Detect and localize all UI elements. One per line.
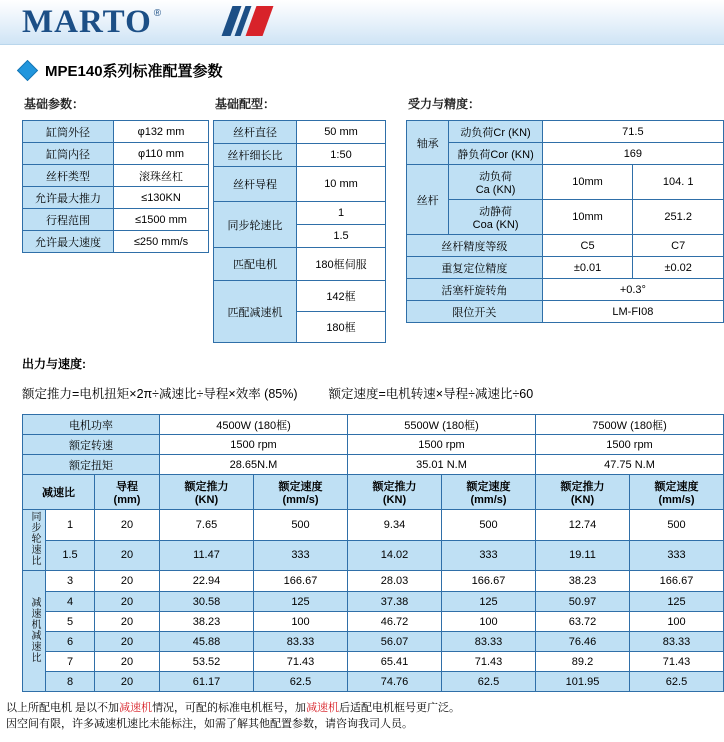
table-row (23, 632, 724, 652)
cell-value: 125 (442, 592, 536, 612)
footnote-text-c: 后适配电机框号更广泛。 (339, 702, 461, 714)
table-row (23, 209, 209, 231)
motor-power-1: 4500W (180框) (160, 415, 348, 435)
row-value: 169 (542, 143, 723, 165)
cell-value: 38.23 (536, 571, 630, 592)
output-section-title: 出力与速度: (22, 357, 86, 371)
cell-lead: 20 (95, 510, 160, 541)
table-row (214, 121, 386, 144)
cell-value: 333 (630, 540, 724, 571)
cell-value: 125 (254, 592, 348, 612)
formula-speed: 额定速度=电机转速×导程÷减速比÷60 (328, 387, 534, 401)
row-label-line1: 动负荷 (479, 171, 513, 183)
row-label-torque: 额定扭矩 (23, 455, 160, 475)
cell-value: 9.34 (348, 510, 442, 541)
row-label (449, 165, 542, 200)
col-header-thrust-1: 额定推力 (KN) (160, 475, 254, 510)
cell-value: 62.5 (254, 672, 348, 692)
brand-logo (22, 2, 161, 42)
cell-ratio: 5 (46, 612, 95, 632)
table-row (23, 435, 724, 455)
row-label: 允许最大速度 (23, 231, 114, 253)
cell-value: 100 (630, 612, 724, 632)
row-value: ±0.01 (542, 257, 633, 279)
row-value: 1:50 (297, 144, 386, 167)
table-row (23, 165, 209, 187)
motor-power-2: 5500W (180框) (348, 415, 536, 435)
table-row (23, 571, 724, 592)
table-row (407, 301, 724, 323)
motor-speed-2: 1500 rpm (348, 435, 536, 455)
logo-stripes-icon (227, 6, 283, 36)
row-value: 104. 1 (633, 165, 724, 200)
cell-ratio: 4 (46, 592, 95, 612)
col-header-thrust-2: 额定推力 (KN) (348, 475, 442, 510)
row-value: φ110 mm (114, 143, 209, 165)
cell-value: 61.17 (160, 672, 254, 692)
col-header-speed-2: 额定速度 (mm/s) (442, 475, 536, 510)
motor-speed-3: 1500 rpm (536, 435, 724, 455)
table-row (23, 612, 724, 632)
cell-value: 166.67 (630, 571, 724, 592)
cell-value: 14.02 (348, 540, 442, 571)
formula-row (22, 384, 724, 402)
motor-speed-1: 1500 rpm (160, 435, 348, 455)
row-value: ≤130KN (114, 187, 209, 209)
page-title-text: MPE140系列标准配置参数 (45, 63, 223, 80)
cell-value: 30.58 (160, 592, 254, 612)
footnote (6, 700, 724, 732)
row-value: ≤1500 mm (114, 209, 209, 231)
output-table-wrap (22, 414, 724, 692)
table-row (23, 121, 209, 143)
row-label: 活塞杆旋转角 (407, 279, 543, 301)
load-precision-block (406, 95, 724, 323)
group-label-gearbox-ratio: 减速机减速比 (23, 571, 46, 692)
cell-value: 83.33 (630, 632, 724, 652)
table-row (23, 415, 724, 435)
col-header-thrust-3: 额定推力 (KN) (536, 475, 630, 510)
row-label: 允许最大推力 (23, 187, 114, 209)
table-row (407, 235, 724, 257)
cell-value: 74.76 (348, 672, 442, 692)
row-value: +0.3° (542, 279, 723, 301)
cell-lead: 20 (95, 632, 160, 652)
table-row (407, 200, 724, 235)
table-row (407, 279, 724, 301)
row-value: 10mm (542, 165, 633, 200)
row-label-line1: 动静荷 (479, 206, 513, 218)
spec-area (0, 95, 724, 345)
row-value: LM-FI08 (542, 301, 723, 323)
col-header-ratio: 减速比 (23, 475, 95, 510)
col-header-lead: 导程 (mm) (95, 475, 160, 510)
table-row (23, 592, 724, 612)
row-label-line2: Ca (KN) (475, 184, 516, 196)
basic-config-table (213, 120, 386, 343)
row-value: 1 (297, 202, 386, 225)
row-value: ±0.02 (633, 257, 724, 279)
row-label: 丝杆类型 (23, 165, 114, 187)
row-value: 71.5 (542, 121, 723, 143)
row-value: 251.2 (633, 200, 724, 235)
row-label: 丝杆直径 (214, 121, 297, 144)
cell-lead: 20 (95, 592, 160, 612)
row-value: 50 mm (297, 121, 386, 144)
cell-value: 63.72 (536, 612, 630, 632)
row-label: 静负荷Cor (KN) (449, 143, 542, 165)
cell-value: 53.52 (160, 652, 254, 672)
table-row (23, 187, 209, 209)
row-value: ≤250 mm/s (114, 231, 209, 253)
row-label: 同步轮速比 (214, 202, 297, 248)
cell-value: 333 (254, 540, 348, 571)
registered-mark: ® (153, 8, 162, 19)
cell-value: 56.07 (348, 632, 442, 652)
logo-text: MARTO (22, 4, 152, 40)
row-label-line2: Coa (KN) (472, 219, 519, 231)
row-label: 行程范围 (23, 209, 114, 231)
basic-params-table (22, 120, 209, 253)
cell-ratio: 6 (46, 632, 95, 652)
page-header (0, 0, 724, 45)
row-label: 重复定位精度 (407, 257, 543, 279)
table-row (214, 167, 386, 202)
cell-value: 12.74 (536, 510, 630, 541)
output-speed-table (22, 414, 724, 692)
cell-value: 22.94 (160, 571, 254, 592)
cell-ratio: 1 (46, 510, 95, 541)
cell-value: 100 (442, 612, 536, 632)
motor-power-3: 7500W (180框) (536, 415, 724, 435)
cell-value: 101.95 (536, 672, 630, 692)
cell-value: 83.33 (442, 632, 536, 652)
table-row (23, 510, 724, 541)
row-value: 滚珠丝杠 (114, 165, 209, 187)
row-value: 1.5 (297, 225, 386, 248)
footnote-text-a: 以上所配电机 是以不加 (6, 702, 120, 714)
table-row (23, 652, 724, 672)
cell-value: 19.11 (536, 540, 630, 571)
cell-value: 333 (442, 540, 536, 571)
cell-value: 28.03 (348, 571, 442, 592)
table-row (407, 143, 724, 165)
row-value: 142框 (297, 281, 386, 312)
col-header-speed-1: 额定速度 (mm/s) (254, 475, 348, 510)
row-label: 丝杆精度等级 (407, 235, 543, 257)
table-row (23, 143, 209, 165)
cell-value: 46.72 (348, 612, 442, 632)
cell-lead: 20 (95, 672, 160, 692)
row-group-label: 轴承 (407, 121, 449, 165)
cell-lead: 20 (95, 652, 160, 672)
cell-value: 7.65 (160, 510, 254, 541)
row-label-power: 电机功率 (23, 415, 160, 435)
table-row (214, 281, 386, 312)
table-row (23, 475, 724, 510)
page-title (20, 60, 724, 81)
cell-value: 37.38 (348, 592, 442, 612)
row-label: 匹配电机 (214, 248, 297, 281)
footnote-text-b: 情况，可配的标准电机框号，加 (152, 702, 307, 714)
cell-ratio: 7 (46, 652, 95, 672)
basic-params-block (22, 95, 209, 253)
cell-lead: 20 (95, 612, 160, 632)
row-label (449, 200, 542, 235)
cell-ratio: 1.5 (46, 540, 95, 571)
cell-value: 89.2 (536, 652, 630, 672)
cell-value: 100 (254, 612, 348, 632)
load-precision-table (406, 120, 724, 323)
table-row (407, 257, 724, 279)
table-row (214, 202, 386, 225)
table-row (23, 231, 209, 253)
table-row (23, 455, 724, 475)
table-row (407, 165, 724, 200)
cell-value: 62.5 (442, 672, 536, 692)
motor-torque-1: 28.65N.M (160, 455, 348, 475)
basic-config-label: 基础配型： (215, 97, 276, 111)
row-value: φ132 mm (114, 121, 209, 143)
load-precision-label: 受力与精度： (408, 97, 481, 111)
row-value: C5 (542, 235, 633, 257)
row-label: 限位开关 (407, 301, 543, 323)
table-row (214, 144, 386, 167)
cell-value: 76.46 (536, 632, 630, 652)
table-row (214, 248, 386, 281)
motor-torque-2: 35.01 N.M (348, 455, 536, 475)
row-label: 匹配减速机 (214, 281, 297, 343)
cell-value: 65.41 (348, 652, 442, 672)
footnote-line-1 (6, 700, 724, 716)
cell-value: 500 (254, 510, 348, 541)
cell-value: 71.43 (630, 652, 724, 672)
basic-params-label: 基础参数： (24, 97, 85, 111)
row-label: 动负荷Cr (KN) (449, 121, 542, 143)
row-value: 180框伺服 (297, 248, 386, 281)
cell-ratio: 8 (46, 672, 95, 692)
cell-value: 11.47 (160, 540, 254, 571)
row-value: 10 mm (297, 167, 386, 202)
cell-value: 71.43 (254, 652, 348, 672)
row-label: 丝杆导程 (214, 167, 297, 202)
cell-value: 125 (630, 592, 724, 612)
formula-thrust: 额定推力=电机扭矩×2π÷减速比÷导程×效率 (85%) (22, 387, 298, 401)
cell-value: 166.67 (442, 571, 536, 592)
row-label: 丝杆细长比 (214, 144, 297, 167)
row-value: 10mm (542, 200, 633, 235)
motor-torque-3: 47.75 N.M (536, 455, 724, 475)
footnote-line-2: 因空间有限，许多减速机速比未能标注，如需了解其他配置参数，请咨询我司人员。 (6, 718, 413, 730)
table-row (23, 672, 724, 692)
cell-value: 38.23 (160, 612, 254, 632)
group-label-sync-ratio: 同步轮速比 (23, 510, 46, 571)
table-row (23, 540, 724, 571)
footnote-text-red-2: 减速机 (306, 702, 340, 714)
cell-value: 62.5 (630, 672, 724, 692)
row-label: 缸筒内径 (23, 143, 114, 165)
cell-value: 500 (630, 510, 724, 541)
cell-value: 500 (442, 510, 536, 541)
cell-value: 71.43 (442, 652, 536, 672)
footnote-text-red-1: 减速机 (119, 702, 153, 714)
cell-value: 83.33 (254, 632, 348, 652)
cell-value: 45.88 (160, 632, 254, 652)
cell-value: 50.97 (536, 592, 630, 612)
cell-value: 166.67 (254, 571, 348, 592)
basic-config-block (213, 95, 386, 343)
row-value: C7 (633, 235, 724, 257)
row-label-speed: 额定转速 (23, 435, 160, 455)
diamond-bullet-icon (17, 60, 38, 81)
row-value: 180框 (297, 312, 386, 343)
cell-ratio: 3 (46, 571, 95, 592)
row-label: 缸筒外径 (23, 121, 114, 143)
row-group-label: 丝杆 (407, 165, 449, 235)
col-header-speed-3: 额定速度 (mm/s) (630, 475, 724, 510)
cell-lead: 20 (95, 571, 160, 592)
cell-lead: 20 (95, 540, 160, 571)
table-row (407, 121, 724, 143)
